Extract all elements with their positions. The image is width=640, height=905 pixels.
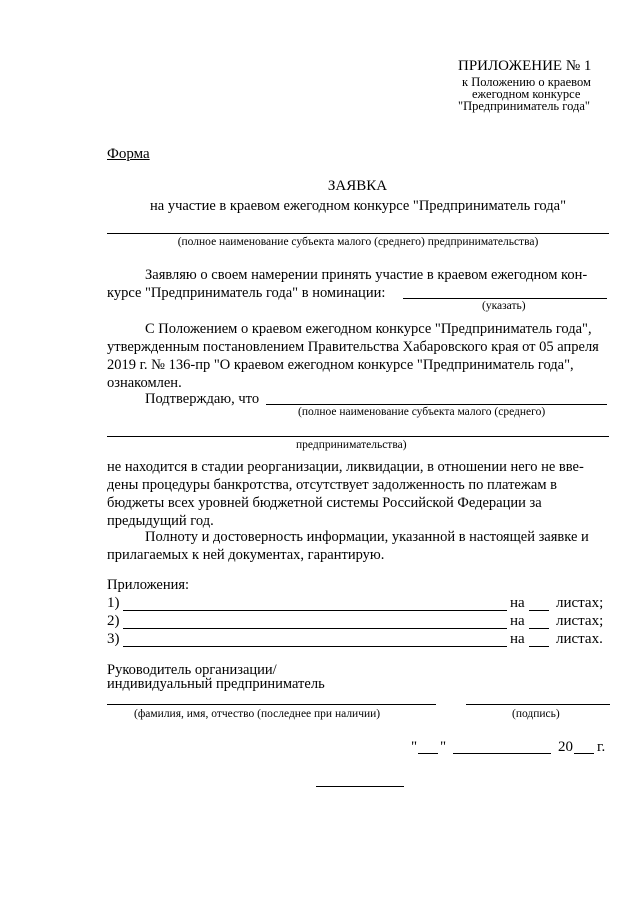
attachment-sheets-line[interactable]: [529, 610, 549, 611]
closing-separator: [316, 786, 404, 787]
confirm-caption-a: (полное наименование субъекта малого (среднего): [298, 406, 546, 418]
fio-caption: (фамилия, имя, отчество (последнее при наличии): [134, 708, 381, 720]
confirm-line-2: дены процедуры банкротства, отсутствует задолженность по платежам в: [107, 477, 557, 493]
confirm-line-3: бюджеты всех уровней бюджетной системы Российской Федерации за: [107, 495, 542, 511]
signer-line-2: индивидуальный предприниматель: [107, 676, 325, 692]
document-subtitle: на участие в краевом ежегодном конкурсе "Предприниматель года": [150, 198, 566, 214]
statement-line-2: курсе "Предприниматель года" в номинации:: [107, 285, 386, 301]
attachment-on: на: [510, 595, 525, 611]
attachment-sheets: листах;: [556, 595, 604, 611]
date-year-prefix: 20: [558, 739, 573, 755]
guarantee-line-1: Полноту и достоверность информации, указанной в настоящей заявке и: [145, 529, 589, 545]
appendix-title: ПРИЛОЖЕНИЕ № 1: [458, 58, 592, 74]
attachment-number: 1): [107, 595, 120, 611]
confirm-caption-b: предпринимательства): [296, 439, 407, 451]
appendix-line-1: к Положению о краевом: [462, 75, 591, 89]
form-label: Форма: [107, 146, 150, 162]
regulation-line-4: ознакомлен.: [107, 375, 182, 391]
entity-name-line[interactable]: [107, 233, 609, 234]
attachment-number: 3): [107, 631, 120, 647]
statement-line-1: Заявляю о своем намерении принять участие в краевом ежегодном кон-: [145, 267, 588, 283]
attachment-name-line[interactable]: [123, 646, 507, 647]
regulation-line-3: 2019 г. № 136-пр "О краевом ежегодном конкурсе "Предприниматель года",: [107, 357, 574, 373]
date-quote-open: ": [411, 739, 418, 755]
appendix-line-3: "Предприниматель года": [458, 99, 590, 113]
attachments-heading: Приложения:: [107, 577, 190, 593]
attachment-on: на: [510, 631, 525, 647]
date-month-line[interactable]: [453, 753, 551, 754]
attachment-sheets: листах;: [556, 613, 604, 629]
regulation-line-1: С Положением о краевом ежегодном конкурсе "Предприниматель года",: [145, 321, 592, 337]
attachment-sheets-line[interactable]: [529, 628, 549, 629]
signature-caption: (подпись): [512, 708, 560, 720]
confirm-entity-line[interactable]: [266, 404, 607, 405]
document-title: ЗАЯВКА: [327, 178, 388, 194]
confirm-line-4: предыдущий год.: [107, 513, 214, 529]
nomination-line[interactable]: [403, 298, 607, 299]
attachment-name-line[interactable]: [123, 628, 507, 629]
guarantee-line-2: прилагаемых к ней документах, гарантирую.: [107, 547, 385, 563]
attachment-number: 2): [107, 613, 120, 629]
signature-line[interactable]: [466, 704, 610, 705]
confirm-prefix: Подтверждаю, что: [145, 391, 260, 407]
attachment-on: на: [510, 613, 525, 629]
signer-line-1: Руководитель организации/: [107, 662, 277, 678]
regulation-line-2: утвержденным постановлением Правительства Хабаровского края от 05 апреля: [107, 339, 599, 355]
confirm-entity-line-2[interactable]: [107, 436, 609, 437]
date-quote-close: ": [440, 739, 447, 755]
confirm-line-1: не находится в стадии реорганизации, ликвидации, в отношении него не вве-: [107, 459, 584, 475]
date-day-line[interactable]: [418, 753, 438, 754]
attachment-name-line[interactable]: [123, 610, 507, 611]
entity-name-caption: (полное наименование субъекта малого (среднего) предпринимательства): [177, 236, 539, 248]
date-year-line[interactable]: [574, 753, 594, 754]
attachment-sheets: листах.: [556, 631, 603, 647]
appendix-line-2: ежегодном конкурсе: [472, 87, 581, 101]
specify-caption: (указать): [482, 300, 526, 312]
attachment-sheets-line[interactable]: [529, 646, 549, 647]
fio-line[interactable]: [107, 704, 436, 705]
date-year-suffix: г.: [597, 739, 606, 755]
